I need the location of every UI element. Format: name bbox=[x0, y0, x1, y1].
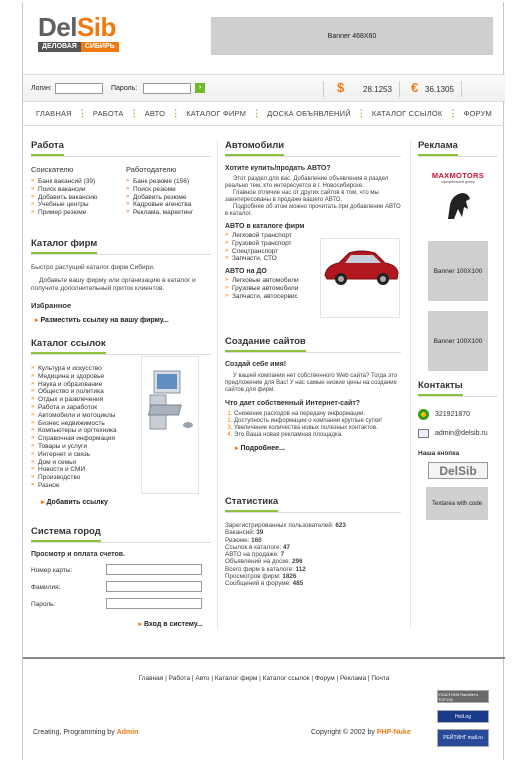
sites-question: Создай себе имя! bbox=[225, 361, 287, 368]
place-link[interactable]: ▸ Разместить ссылку на вашу фирму... bbox=[31, 316, 211, 324]
right-column bbox=[418, 140, 498, 520]
ads-title: Реклама bbox=[418, 140, 458, 156]
auto-p2: Главное отличие нас от других сайтов в том, что мы заинтересованы в продаже вашего АВТО. bbox=[225, 190, 379, 203]
password-input[interactable] bbox=[143, 83, 191, 94]
stat-row: АВТО на продажe: 7 bbox=[225, 551, 285, 559]
nav-firms[interactable]: КАТАЛОГ ФИРМ bbox=[186, 109, 247, 118]
stat-row: Ссылок в каталоге: 47 bbox=[225, 543, 291, 551]
employers-item[interactable]: » Банк резюме (156) bbox=[126, 178, 211, 186]
employers-item[interactable]: » Реклама, маркетинг bbox=[126, 209, 211, 217]
footer-link[interactable]: Почта bbox=[371, 675, 390, 682]
nav-auto[interactable]: АВТО bbox=[144, 109, 166, 118]
eur-rate: 36.1305 bbox=[425, 85, 454, 94]
login-label: Логин: bbox=[31, 85, 52, 92]
login-bar bbox=[23, 74, 505, 102]
password-label: Пароль: bbox=[111, 85, 138, 92]
links-item[interactable]: » Товары и услуги bbox=[31, 443, 211, 451]
links-title: Каталог ссылок bbox=[31, 338, 106, 354]
sites-question2: Что дает собственный Интернет-сайт? bbox=[225, 400, 361, 407]
sites-p1: У вашей компании нет собственного Web сайта? Тогда это предложение для Вас! У нас самые низкие цены на создание сайтов для фирм. bbox=[225, 373, 397, 393]
city-system-title: Система город bbox=[31, 526, 101, 542]
contacts-title: Контакты bbox=[418, 380, 463, 396]
employers-item[interactable]: » Добавить резюме bbox=[126, 194, 211, 202]
contacts-block bbox=[418, 380, 498, 520]
divider bbox=[323, 81, 324, 97]
employers-title: Работодателю bbox=[126, 165, 177, 174]
links-item[interactable]: » Дом и семья bbox=[31, 459, 211, 467]
stat-row: Резюме: 160 bbox=[225, 536, 262, 544]
left-column bbox=[31, 140, 211, 626]
links-item[interactable]: » Медицина и здоровье bbox=[31, 373, 211, 381]
auto-catalog-item[interactable]: » Спецтранспорт bbox=[225, 248, 401, 256]
firms-title: Каталог фирм bbox=[31, 238, 97, 254]
email-icon bbox=[418, 429, 429, 438]
nav-work[interactable]: РАБОТА bbox=[92, 109, 124, 118]
stat-row: Всего фирм в каталоге: 112 bbox=[225, 565, 306, 573]
auto-title: Автомобили bbox=[225, 140, 284, 156]
logo-tag1: ДЕЛОВАЯ bbox=[38, 42, 81, 52]
copyright: Copyright © 2002 by PHP-Nuke bbox=[311, 729, 411, 736]
work-title: Работа bbox=[31, 140, 64, 156]
maxmotors-ad[interactable]: MAXMOTORS официальный дилер bbox=[418, 171, 498, 225]
logo-tag2: СИБИРЬ bbox=[81, 42, 119, 52]
icq-flower-icon bbox=[418, 409, 429, 420]
footer-link[interactable]: Каталог ссылок bbox=[262, 675, 310, 682]
links-item[interactable]: » Работа и заработок bbox=[31, 404, 211, 412]
footer-link[interactable]: Реклама bbox=[339, 675, 367, 682]
sites-block bbox=[225, 336, 401, 496]
seekers-item[interactable]: » Пример резюме bbox=[31, 209, 116, 217]
nav-board[interactable]: ДОСКА ОБЪЯВЛЕНИЙ bbox=[267, 109, 351, 118]
work-block bbox=[31, 140, 211, 238]
top-banner[interactable]: Banner 468X60 bbox=[211, 17, 493, 55]
footer-link[interactable]: Каталог фирм bbox=[214, 675, 258, 682]
dollar-icon: $ bbox=[337, 80, 345, 95]
featured-title: Избранное bbox=[31, 301, 72, 310]
sites-title: Создание сайтов bbox=[225, 336, 306, 352]
banner-100-1[interactable]: Banner 100X100 bbox=[428, 241, 488, 301]
site-logo[interactable] bbox=[38, 14, 119, 52]
surname-input[interactable] bbox=[106, 581, 202, 592]
links-block bbox=[31, 338, 211, 526]
middle-column bbox=[225, 140, 401, 606]
divider bbox=[399, 81, 400, 97]
employers-item[interactable]: » Поиск резюме bbox=[126, 186, 211, 194]
admin-link[interactable]: Admin bbox=[116, 729, 139, 736]
logo-part2: Sib bbox=[76, 12, 116, 42]
footer-link[interactable]: Форум bbox=[314, 675, 335, 682]
euro-icon: € bbox=[411, 80, 419, 95]
logo-part1: Del bbox=[38, 12, 77, 42]
nav-forum[interactable]: ФОРУМ bbox=[463, 109, 492, 118]
firms-text1: Быстро растущий каталог фирм Сибири. bbox=[31, 264, 155, 271]
footer-link[interactable]: Работа bbox=[168, 675, 191, 682]
links-item[interactable]: » Справочная информация bbox=[31, 435, 211, 443]
stat-row: Сообщений в форуме: 485 bbox=[225, 580, 304, 588]
auto-todo-item[interactable]: » Легковые автомобили bbox=[225, 277, 401, 285]
auto-catalog-item[interactable]: » Легковой транспорт bbox=[225, 232, 401, 240]
footer-link[interactable]: Главная bbox=[138, 675, 164, 682]
links-item[interactable]: » Автомобили и мотоциклы bbox=[31, 412, 211, 420]
add-link-button[interactable]: ▸ Добавить ссылку bbox=[31, 498, 211, 506]
sites-item: Увеличение количества новых полезных контактов. bbox=[234, 425, 378, 431]
links-item[interactable]: » Производство bbox=[31, 474, 211, 482]
seekers-item[interactable]: » Поиск вакансии bbox=[31, 186, 116, 194]
enter-system-button[interactable]: ▸ Вход в систему... bbox=[31, 620, 211, 628]
footer-links: Главная | Работа | Авто | Каталог фирм | Каталог ссылок | Форум | Реклама | Почта bbox=[138, 675, 390, 682]
auto-p1: Этот раздел для вас. Добавление объявления в раздел реально тем, кто интересуется в г. Новосибирске. bbox=[225, 176, 389, 189]
auto-catalog-item[interactable]: » Грузовой транспорт bbox=[225, 240, 401, 248]
city-system-block bbox=[31, 526, 211, 626]
auto-p3: Подробнее об этом можно прочитать при добавлении АВТО в каталог. bbox=[225, 204, 401, 217]
auto-question: Хотите купить/продать АВТО? bbox=[225, 165, 331, 172]
phpnuke-link[interactable]: PHP-Nuke bbox=[376, 729, 411, 736]
code-textarea[interactable]: Textarea with code bbox=[426, 487, 488, 520]
usd-rate: 28.1253 bbox=[363, 85, 392, 94]
auto-block bbox=[225, 140, 401, 336]
nav-home[interactable]: ГЛАВНАЯ bbox=[36, 109, 72, 118]
sites-item: Доступность информации о компании круглые сутки! bbox=[234, 418, 382, 424]
car-image bbox=[320, 238, 400, 318]
ads-block bbox=[418, 140, 498, 380]
firms-text2: Добавьте вашу фирму или организацию в каталог и получите дополнительный приток клиентов. bbox=[31, 277, 196, 292]
seekers-item[interactable]: » Банк вакансий (39) bbox=[31, 178, 116, 186]
main-nav: ГЛАВНАЯ ⋮ РАБОТА ⋮ АВТО ⋮ КАТАЛОГ ФИРМ ⋮ ДОСКА ОБЪЯВЛЕНИЙ ⋮ КАТАЛОГ ССЫЛОК ⋮ ФОРУМ bbox=[23, 102, 505, 126]
stats-title: Статистика bbox=[225, 496, 278, 512]
employers-item[interactable]: » Кадровые агенства bbox=[126, 201, 211, 209]
our-button-title: Наша кнопка bbox=[418, 450, 460, 457]
sites-more-button[interactable]: ▸ Подробнее... bbox=[225, 444, 401, 452]
auto-todo-item[interactable]: » Грузовые автомобили bbox=[225, 285, 401, 293]
firms-block bbox=[31, 238, 211, 338]
card-label: Номер карты: bbox=[31, 567, 73, 574]
page bbox=[22, 2, 504, 760]
card-input[interactable] bbox=[106, 564, 202, 575]
auto-catalog-title: АВТО в каталоге фирм bbox=[225, 223, 305, 230]
links-item[interactable]: » Бизнес недвижимость bbox=[31, 420, 211, 428]
stat-row: Зарегистрированных пользователей: 623 bbox=[225, 522, 346, 529]
links-item[interactable]: » Разное bbox=[31, 482, 211, 490]
surname-label: Фамилия: bbox=[31, 584, 61, 591]
nav-links[interactable]: КАТАЛОГ ССЫЛОК bbox=[371, 109, 443, 118]
footer bbox=[23, 657, 505, 760]
hotlog-counter[interactable]: HotLog bbox=[437, 710, 489, 723]
horse-logo bbox=[438, 187, 478, 223]
auto-catalog-item[interactable]: » Запчасти, СТО bbox=[225, 255, 401, 263]
city-system-subtitle: Просмотр и оплата счетов. bbox=[31, 551, 126, 558]
footer-link[interactable]: Авто bbox=[195, 675, 210, 682]
computer-image bbox=[141, 356, 199, 494]
city-password-label: Пароль: bbox=[31, 601, 56, 608]
links-item[interactable]: » Отдых и развлечения bbox=[31, 396, 211, 404]
links-item[interactable]: » Компьютеры и оргтехника bbox=[31, 427, 211, 435]
mailru-counter[interactable]: РЕЙТИНГ mail.ru bbox=[437, 729, 489, 747]
sites-item: Это Ваша новая рекламная площадка. bbox=[234, 432, 343, 438]
stat-row: Объявлений на доске: 296 bbox=[225, 558, 303, 566]
links-item[interactable]: » Наука и образование bbox=[31, 381, 211, 389]
login-input[interactable] bbox=[55, 83, 103, 94]
banner-100-2[interactable]: Banner 100X100 bbox=[428, 311, 488, 371]
stat-row: Вакансий: 39 bbox=[225, 529, 264, 537]
rambler-counter[interactable]: УЧАСТНИК Rambler's TOP100 bbox=[437, 690, 489, 703]
sites-item: Снижение расходов на передачу информации. bbox=[234, 411, 366, 417]
icq-number[interactable]: 321921870 bbox=[435, 411, 471, 418]
stats-block bbox=[225, 496, 401, 606]
auto-todo-title: АВТО на ДО bbox=[225, 268, 267, 276]
links-item[interactable]: » Общество и политика bbox=[31, 388, 211, 396]
links-item[interactable]: » Новости и СМИ bbox=[31, 466, 211, 474]
stat-row: Просмотров фирм: 1826 bbox=[225, 573, 297, 581]
credit: Creating, Programming by Admin bbox=[33, 729, 139, 736]
seekers-item[interactable]: » Добавить вакансию bbox=[31, 194, 116, 202]
seekers-title: Соискателю bbox=[31, 165, 74, 174]
links-item[interactable]: » Интернет и связь bbox=[31, 451, 211, 459]
auto-todo-item[interactable]: » Запчасти, автосервис bbox=[225, 293, 401, 301]
city-password-input[interactable] bbox=[106, 598, 202, 609]
email-link[interactable]: admin@delsib.ru bbox=[435, 430, 488, 437]
divider bbox=[461, 81, 462, 97]
seekers-item[interactable]: » Учебные центры bbox=[31, 201, 116, 209]
login-go-button[interactable]: › bbox=[195, 83, 205, 93]
delsib-button[interactable]: DelSib bbox=[428, 462, 488, 479]
links-item[interactable]: » Культура и искусство bbox=[31, 365, 211, 373]
